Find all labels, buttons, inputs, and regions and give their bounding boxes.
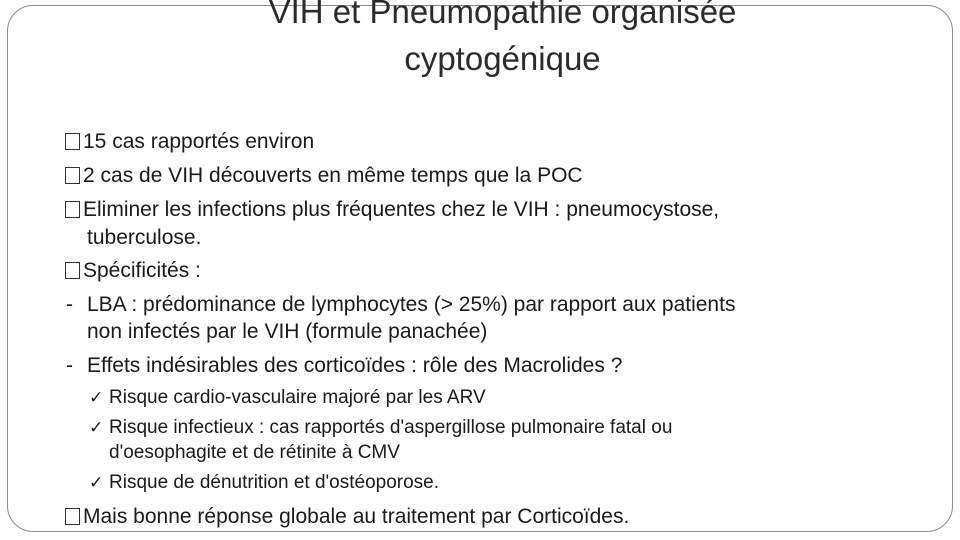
check-item-2-continuation: d'oesophagite et de rétinite à CMV (109, 442, 400, 463)
bullet-item-1: 15 cas rapportés environ (65, 130, 314, 154)
bullet-item-3: Eliminer les infections plus fréquentes chez le VIH : pneumocystose, (65, 198, 719, 222)
square-bullet-icon (65, 508, 80, 525)
square-bullet-icon (65, 167, 80, 184)
dash-item-1-continuation: non infectés par le VIH (formule panachée) (87, 320, 488, 343)
slide-title (0, 0, 960, 82)
check-icon: ✓ (89, 473, 104, 492)
check-item-2: ✓ Risque infectieux : cas rapportés d'aspergillose pulmonaire fatal ou (89, 417, 673, 438)
square-bullet-icon (65, 262, 80, 279)
dash-item-1: LBA : prédominance de lymphocytes (> 25%) par rapport aux patients (87, 293, 736, 316)
square-bullet-icon (65, 201, 80, 218)
title-line-2: cyptogénique (404, 40, 601, 77)
dash-marker: - (66, 354, 73, 377)
bullet-item-2: 2 cas de VIH découverts en même temps que la POC (65, 164, 583, 188)
title-line-1: VIH et Pneumopathie organisée (268, 0, 737, 30)
check-icon: ✓ (89, 418, 104, 437)
square-bullet-icon (65, 133, 80, 150)
dash-item-2: Effets indésirables des corticoïdes : rôle des Macrolides ? (87, 354, 623, 377)
check-item-1: ✓ Risque cardio-vasculaire majoré par les ARV (89, 387, 486, 408)
check-icon: ✓ (89, 388, 104, 407)
dash-marker: - (66, 293, 73, 316)
bullet-item-4: Spécificités : (65, 259, 201, 283)
check-item-3: ✓ Risque de dénutrition et d'ostéoporose. (89, 472, 440, 493)
bullet-item-3-continuation: tuberculose. (87, 226, 202, 249)
bullet-item-5: Mais bonne réponse globale au traitement par Corticoïdes. (65, 505, 629, 529)
